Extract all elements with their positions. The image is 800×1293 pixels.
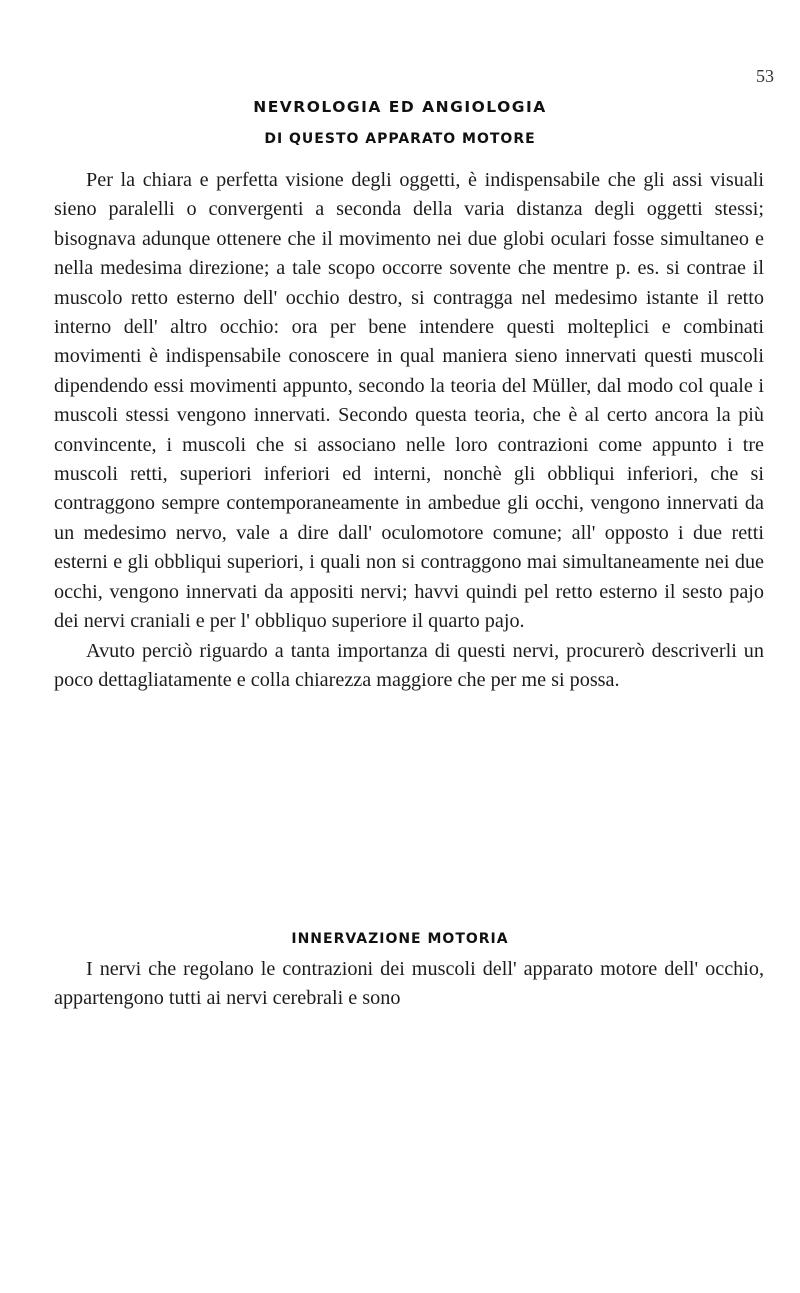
section-2-body <box>54 955 764 1014</box>
paragraph: I nervi che regolano le contrazioni dei muscoli dell' apparato motore dell' occhio, appartengono tutti ai nervi cerebrali e sono <box>54 958 764 1010</box>
paragraph: Per la chiara e perfetta visione degli oggetti, è indispensabile che gli assi visuali sieno paralelli o convergenti a seconda della varia distanza degli oggetti stessi; bisognava adunque ottenere che il movimento nei due globi oculari fosse simultaneo e nella medesima direzione; a tale scopo occorre sovente che mentre p. es. si contrae il muscolo retto esterno dell' occhio destro, si contragga nel medesimo istante il retto interno dell' altro occhio: ora per bene intendere questi molteplici e combinati movimenti è indispensabile conoscere in qual maniera sieno innervati questi muscoli dipendendo essi movimenti appunto, secondo la teoria del Müller, dal modo col quale i muscoli stessi vengono innervati. Secondo questa teoria, che è al certo ancora la più convincente, i muscoli che si associano nelle loro contrazioni come appunto i tre muscoli retti, superiori inferiori ed interni, nonchè gli obbliqui inferiori, che si contraggono sempre contemporaneamente in ambedue gli occhi, vengono innervati da un medesimo nervo, vale a dire dall' oculomotore comune; all' opposto i due retti esterni e gli obbliqui superiori, i quali non si contraggono mai simultaneamente nei due occhi, vengono innervati da appositi nervi; havvi quindi pel retto esterno il sesto pajo dei nervi craniali e per l' obbliquo superiore il quarto pajo. <box>54 169 764 633</box>
paragraph: Avuto perciò riguardo a tanta importanza di questi nervi, procurerò descriverli un poco dettagliatamente e colla chiarezza maggiore che per me si possa. <box>54 639 764 691</box>
page-number: 53 <box>756 66 774 86</box>
subsection-title: INNERVAZIONE MOTORIA <box>291 931 509 947</box>
section-1-body <box>54 166 764 695</box>
section-title-line-2: DI QUESTO APPARATO MOTORE <box>264 131 536 147</box>
section-title-line-1: NEVROLOGIA ED ANGIOLOGIA <box>253 98 547 116</box>
